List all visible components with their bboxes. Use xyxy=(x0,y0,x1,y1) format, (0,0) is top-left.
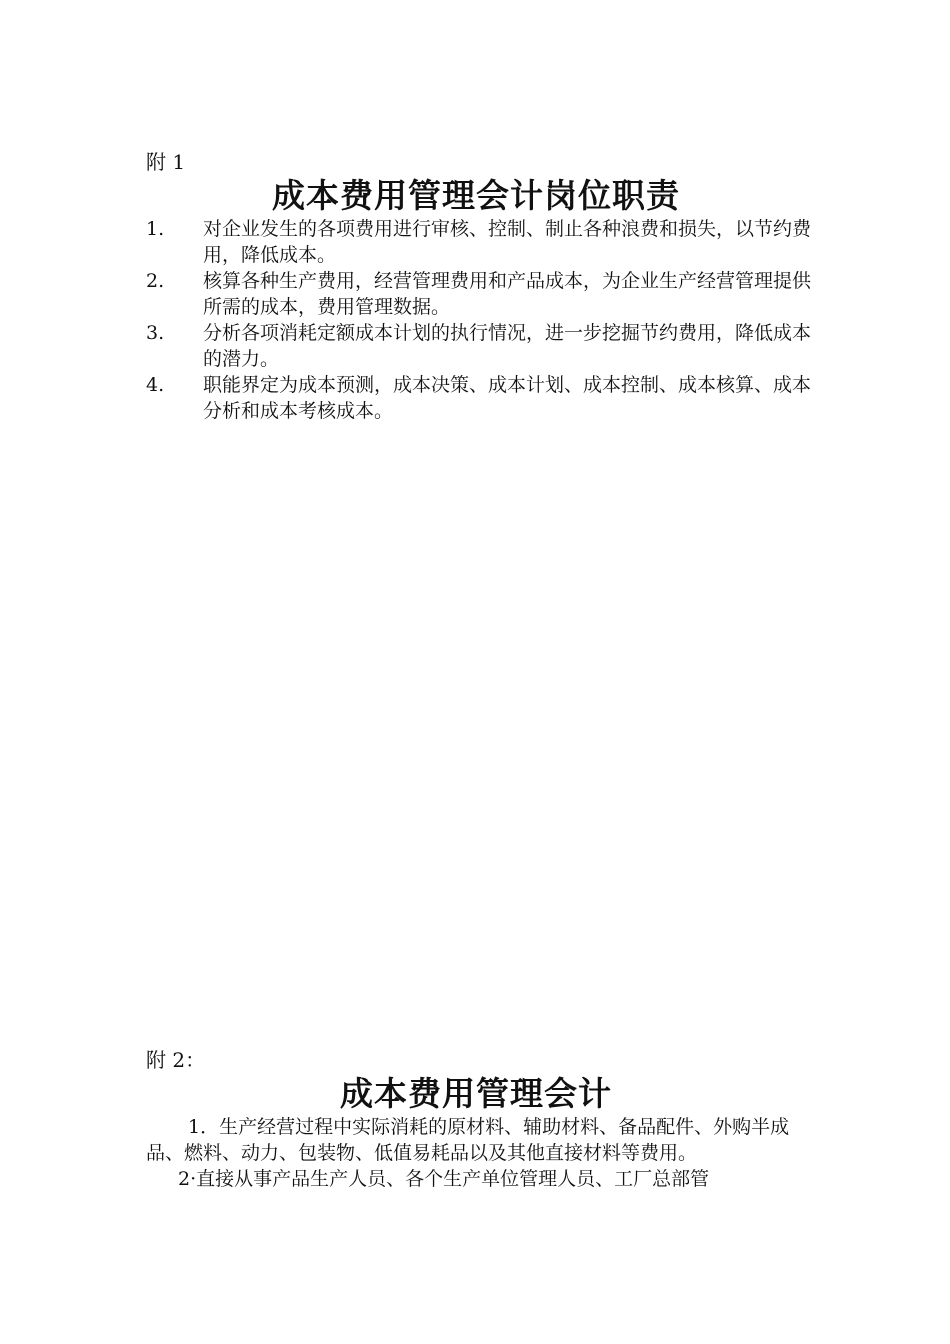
duty-item xyxy=(146,372,826,424)
duty-text: 核算各种生产费用，经营管理费用和产品成本，为企业生产经营管理提供所需的成本，费用管理数据。 xyxy=(203,270,812,318)
duty-number: 4. xyxy=(146,374,165,396)
duty-text: 对企业发生的各项费用进行审核、控制、制止各种浪费和损失，以节约费用，降低成本。 xyxy=(203,218,812,266)
cost-paragraph: 2·直接从事产品生产人员、各个生产单位管理人员、工厂总部管 xyxy=(178,1168,710,1190)
appendix-2-section xyxy=(146,1046,826,1192)
appendix-1-label: 附 1 xyxy=(146,150,186,174)
duty-list xyxy=(146,216,826,424)
duty-number: 3. xyxy=(146,322,165,344)
duty-number: 2. xyxy=(146,270,165,292)
duty-item xyxy=(146,216,826,268)
duty-number: 1. xyxy=(146,218,165,240)
appendix-1-title: 成本费用管理会计岗位职责 xyxy=(272,176,680,215)
appendix-1-section xyxy=(146,148,826,424)
cost-paragraph: 1．生产经营过程中实际消耗的原材料、辅助材料、备品配件、外购半成品、燃料、动力、包装物、低值易耗品以及其他直接材料等费用。 xyxy=(146,1116,790,1164)
appendix-2-label: 附 2： xyxy=(146,1048,206,1072)
duty-text: 分析各项消耗定额成本计划的执行情况，进一步挖掘节约费用，降低成本的潜力。 xyxy=(203,322,812,370)
appendix-2-title: 成本费用管理会计 xyxy=(340,1074,612,1113)
duty-text: 职能界定为成本预测，成本决策、成本计划、成本控制、成本核算、成本分析和成本考核成本。 xyxy=(203,374,812,422)
duty-item xyxy=(146,268,826,320)
duty-item xyxy=(146,320,826,372)
